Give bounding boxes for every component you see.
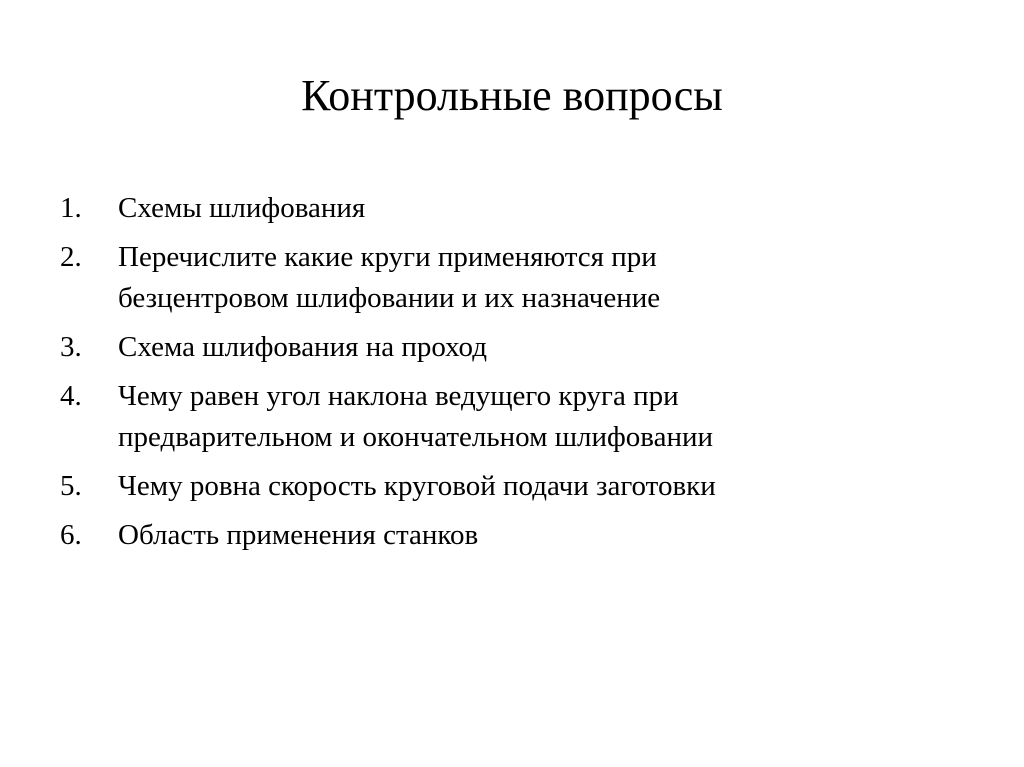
- item-text: Схемы шлифования: [118, 192, 366, 224]
- item-number: 3.: [60, 331, 82, 363]
- item-text: Чему равен угол наклона ведущего круга при предварительном и окончательном шлифовании: [118, 380, 714, 453]
- item-text: Область применения станков: [118, 519, 479, 551]
- item-number: 2.: [60, 241, 82, 273]
- item-number: 4.: [60, 380, 82, 412]
- list-item: [60, 466, 860, 507]
- item-number: 6.: [60, 519, 82, 551]
- list-item: [60, 376, 860, 458]
- item-text: Перечислите какие круги применяются при безцентровом шлифовании и их назначение: [118, 241, 661, 314]
- list-item: [60, 515, 860, 556]
- item-number: 1.: [60, 192, 82, 224]
- list-item: [60, 327, 860, 368]
- item-text: Чему ровна скорость круговой подачи заготовки: [118, 470, 716, 502]
- slide-title: Контрольные вопросы: [301, 71, 723, 120]
- question-list: [60, 188, 860, 564]
- list-item: [60, 188, 860, 229]
- list-item: [60, 237, 860, 319]
- item-text: Схема шлифования на проход: [118, 331, 487, 363]
- item-number: 5.: [60, 470, 82, 502]
